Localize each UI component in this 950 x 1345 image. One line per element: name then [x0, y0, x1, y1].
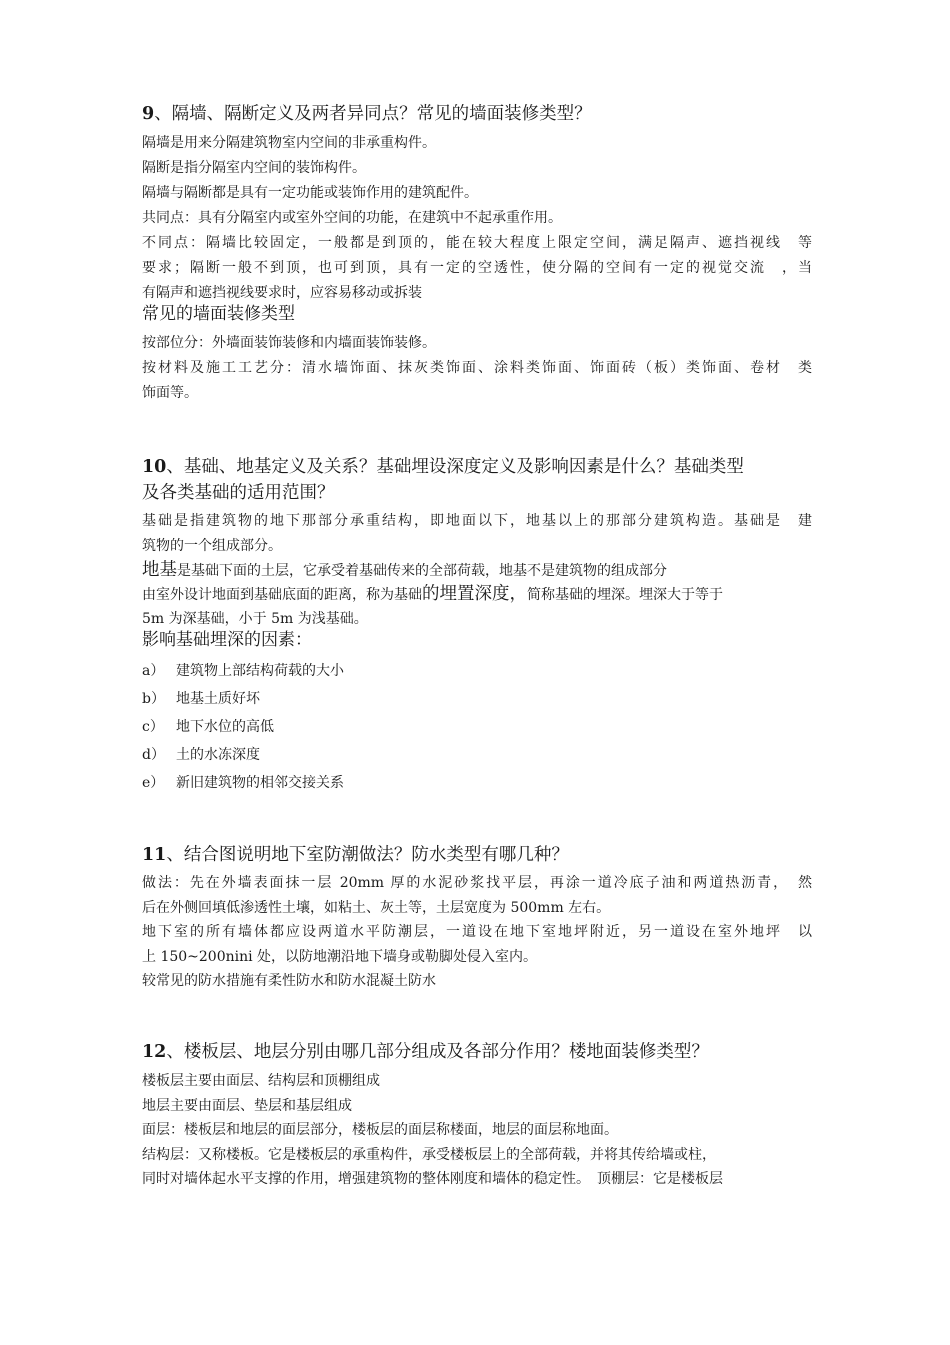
list-marker: e）: [142, 775, 165, 791]
q11-line-3: 地下室的所有墙体都应设两道水平防潮层，一道设在地下室地坪附近，另一道设在室外地坪 以: [142, 924, 812, 940]
q12-number: 12: [142, 1042, 167, 1062]
q12-line-3: 面层：楼板层和地层的面层部分，楼板层的面层称楼面，地层的面层称地面。: [142, 1122, 618, 1138]
list-item: [142, 717, 274, 737]
q9-heading: [142, 102, 822, 126]
q10-title-line-1: 、基础、地基定义及关系？基础埋设深度定义及影响因素是什么？基础类型: [166, 457, 744, 477]
q10-line-2: 筑物的一个组成部分。: [142, 538, 282, 554]
q10-subheading: 影响基础埋深的因素：: [142, 630, 312, 650]
q9-title: 、隔墙、隔断定义及两者异同点？常见的墙面装修类型？: [154, 104, 592, 124]
list-item: [142, 773, 344, 793]
q12-line-4: 结构层：又称楼板。它是楼板层的承重构件，承受楼板层上的全部荷载，并将其传给墙或柱，: [142, 1147, 716, 1163]
q11-heading: [142, 843, 822, 867]
q10-line-4: [142, 582, 812, 607]
list-marker: b）: [142, 691, 165, 707]
q9-line-4: 共同点：具有分隔室内或室外空间的功能，在建筑中不起承重作用。: [142, 210, 562, 226]
list-text: 新旧建筑物的相邻交接关系: [176, 775, 344, 791]
list-marker: c）: [142, 719, 164, 735]
q9-line-9: 按材料及施工工艺分：清水墙饰面、抹灰类饰面、涂料类饰面、饰面砖（板）类饰面、卷材 类: [142, 360, 812, 376]
list-text: 地基土质好坏: [176, 691, 260, 707]
q12-line-1: 楼板层主要由面层、结构层和顶棚组成: [142, 1073, 380, 1089]
q10-line-1: 基础是指建筑物的地下那部分承重结构，即地面以下，地基以上的那部分建筑构造。基础是 建: [142, 513, 812, 529]
q10-line-4-a: 由室外设计地面到基础底面的距离，称为基础: [142, 587, 422, 603]
q10-line-3-big: 地基: [142, 560, 177, 580]
q9-line-6: 要求；隔断一般不到顶，也可到顶，具有一定的空透性，使分隔的空间有一定的视觉交流 ，当: [142, 260, 812, 276]
q9-line-1: 隔墙是用来分隔建筑物室内空间的非承重构件。: [142, 135, 436, 151]
q12-title: 、楼板层、地层分别由哪几部分组成及各部分作用？楼地面装修类型？: [166, 1042, 709, 1062]
list-item: [142, 745, 260, 765]
q10-line-4-b: 简称基础的埋深。埋深大于等于: [527, 587, 723, 603]
q12-line-5: 同时对墙体起水平支撑的作用，增强建筑物的整体刚度和墙体的稳定性。 顶棚层：它是楼板层: [142, 1171, 723, 1187]
list-item: [142, 661, 344, 681]
list-text: 地下水位的高低: [176, 719, 274, 735]
q11-title: 、结合图说明地下室防潮做法？防水类型有哪几种？: [166, 845, 569, 865]
q9-line-8: 按部位分：外墙面装饰装修和内墙面装饰装修。: [142, 335, 436, 351]
q9-line-10: 饰面等。: [142, 385, 198, 401]
q10-line-5: 5m 为深基础，小于 5m 为浅基础。: [142, 611, 368, 627]
list-marker: d）: [142, 747, 165, 763]
q9-line-7: 有隔声和遮挡视线要求时，应容易移动或拆装: [142, 285, 422, 301]
q10-number: 10: [142, 457, 167, 477]
q10-line-3-rest: 是基础下面的土层，它承受着基础传来的全部荷载，地基不是建筑物的组成部分: [177, 563, 667, 579]
q10-line-4-big: 的埋置深度，: [422, 584, 527, 604]
q11-number: 11: [142, 845, 167, 865]
q12-line-2: 地层主要由面层、垫层和基层组成: [142, 1098, 352, 1114]
q11-line-5: 较常见的防水措施有柔性防水和防水混凝土防水: [142, 973, 436, 989]
list-text: 建筑物上部结构荷载的大小: [176, 663, 344, 679]
q11-line-1: 做法：先在外墙表面抹一层 20mm 厚的水泥砂浆找平层，再涂一道冷底子油和两道热沥青， 然: [142, 875, 812, 891]
list-item: [142, 689, 260, 709]
list-text: 土的水冻深度: [176, 747, 260, 763]
q10-line-3: [142, 558, 812, 583]
q11-line-4: 上 150~200nini 处，以防地潮沿地下墙身或勒脚处侵入室内。: [142, 949, 538, 965]
q12-heading: [142, 1040, 822, 1064]
q11-line-2: 后在外侧回填低渗透性土壤，如粘土、灰土等，土层宽度为 500mm 左右。: [142, 900, 611, 916]
q10-title-line-2: 及各类基础的适用范围？: [142, 483, 335, 503]
list-marker: a）: [142, 663, 165, 679]
q9-line-5: 不同点：隔墙比较固定，一般都是到顶的，能在较大程度上限定空间，满足隔声、遮挡视线 等: [142, 235, 812, 251]
q10-heading: [142, 455, 822, 479]
q9-subheading: 常见的墙面装修类型: [142, 304, 295, 324]
q9-line-2: 隔断是指分隔室内空间的装饰构件。: [142, 160, 366, 176]
q9-line-3: 隔墙与隔断都是具有一定功能或装饰作用的建筑配件。: [142, 185, 478, 201]
q9-number: 9: [142, 104, 155, 124]
